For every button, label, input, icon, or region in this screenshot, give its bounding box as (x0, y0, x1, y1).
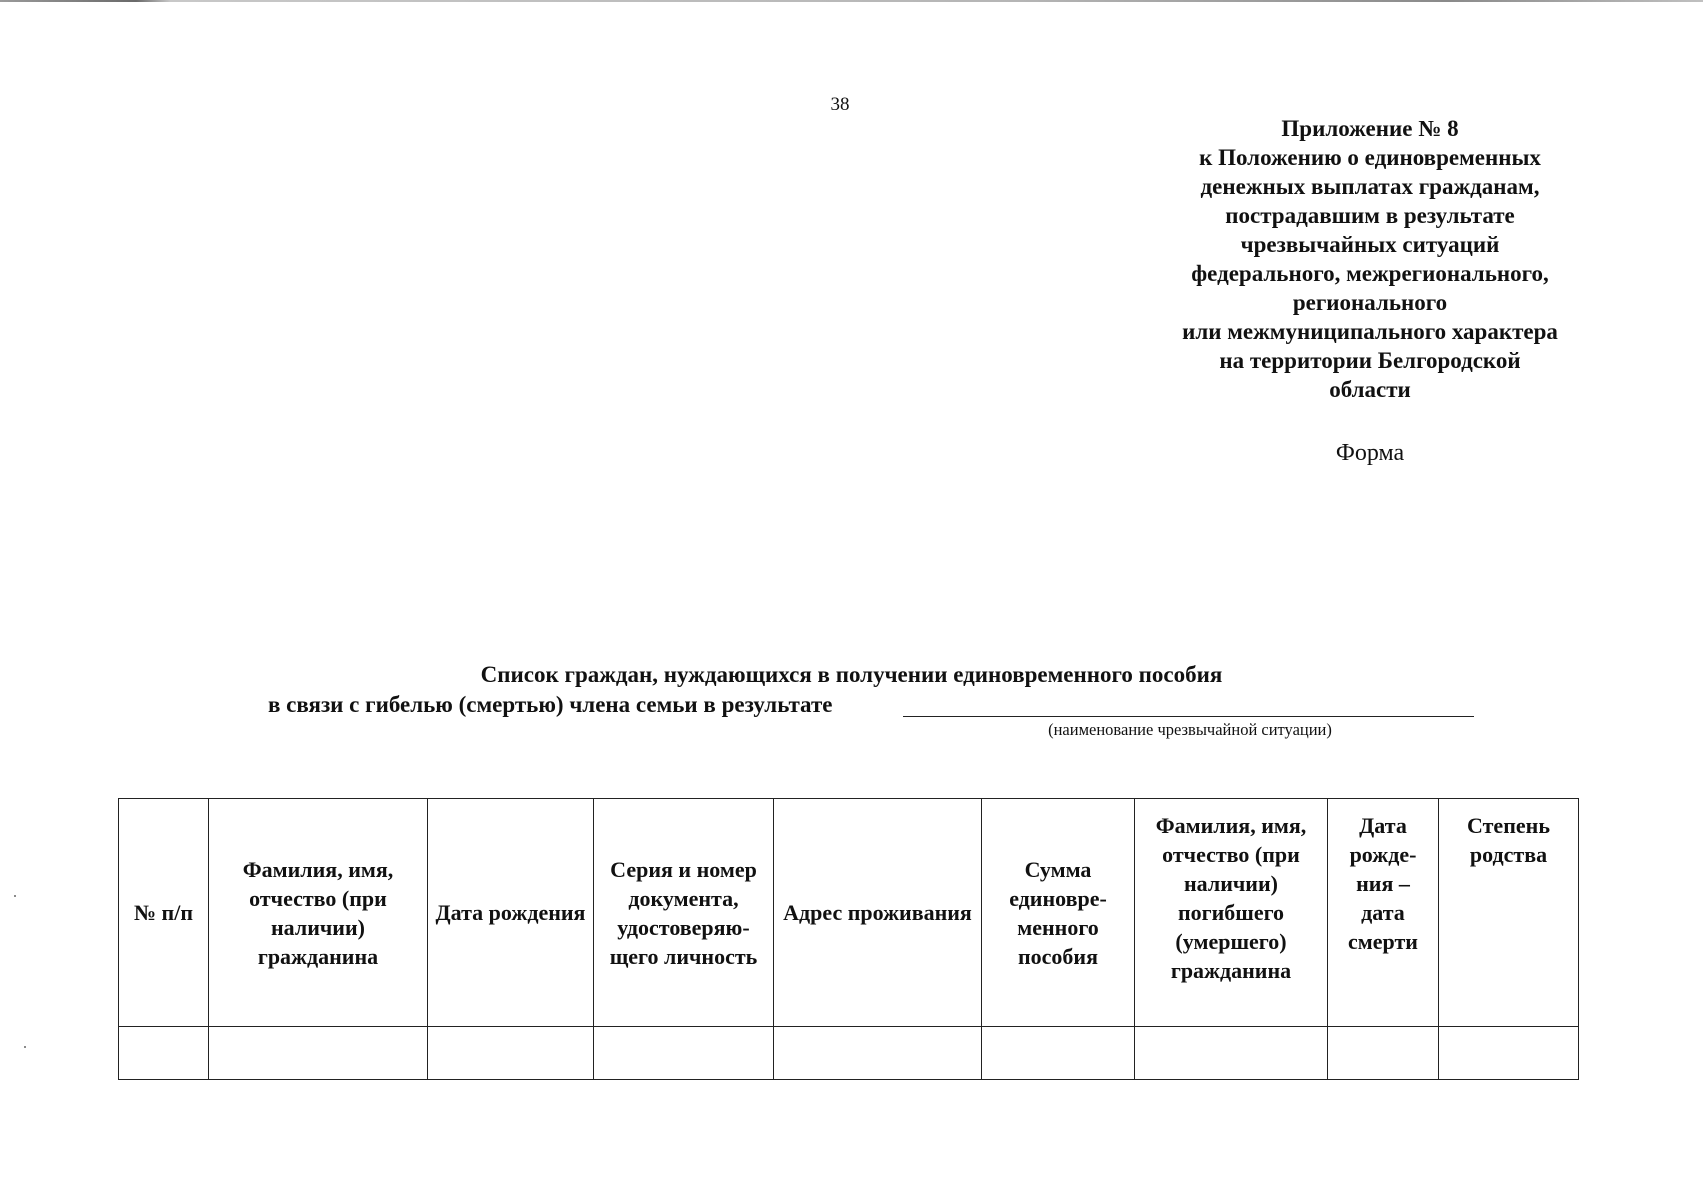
table-header-row (119, 799, 1579, 1027)
table-row (119, 1027, 1579, 1080)
list-title-line-1: Список граждан, нуждающихся в получении единовременного пособия (480, 662, 1223, 687)
appendix-line: или межмуниципального характера (1182, 319, 1558, 344)
appendix-heading (1140, 114, 1600, 404)
scan-edge (0, 0, 1703, 2)
emergency-name-blank[interactable] (903, 716, 1474, 717)
form-label: Форма (1335, 440, 1405, 466)
table-cell[interactable] (428, 1027, 594, 1080)
appendix-line: денежных выплатах гражданам, (1200, 174, 1540, 199)
table-cell[interactable] (982, 1027, 1135, 1080)
table-cell[interactable] (774, 1027, 982, 1080)
table-cell[interactable] (1135, 1027, 1328, 1080)
table-cell[interactable] (209, 1027, 428, 1080)
table-cell[interactable] (1439, 1027, 1579, 1080)
appendix-line: пострадавшим в результате (1225, 203, 1515, 228)
header-number: № п/п (119, 799, 209, 1027)
appendix-line: чрезвычайных ситуаций (1240, 232, 1500, 257)
citizens-list-table (118, 798, 1579, 1080)
table-cell[interactable] (594, 1027, 774, 1080)
appendix-line: области (1329, 377, 1411, 402)
table-cell[interactable] (1328, 1027, 1439, 1080)
scan-speck (14, 895, 16, 897)
appendix-line: к Положению о единовременных (1199, 145, 1541, 170)
appendix-line: регионального (1292, 290, 1448, 315)
header-identity-document: Серия и номер документа, удостоверяю-щего личность (594, 799, 774, 1027)
table-cell[interactable] (119, 1027, 209, 1080)
header-relationship: Степень родства (1439, 799, 1579, 1027)
header-birth-date: Дата рождения (428, 799, 594, 1027)
emergency-name-caption: (наименование чрезвычайной ситуации) (1048, 720, 1332, 739)
header-address: Адрес проживания (774, 799, 982, 1027)
page-number: 38 (830, 94, 850, 115)
appendix-line: федерального, межрегионального, (1191, 261, 1549, 286)
list-title-line-2: в связи с гибелью (смертью) члена семьи в результате (268, 692, 833, 717)
appendix-line: на территории Белгородской (1219, 348, 1521, 373)
header-deceased-name: Фамилия, имя, отчество (при наличии) погибшего (умершего) гражданина (1135, 799, 1328, 1027)
header-benefit-amount: Сумма единовре-менного пособия (982, 799, 1135, 1027)
header-citizen-name: Фамилия, имя, отчество (при наличии) гражданина (209, 799, 428, 1027)
appendix-line: Приложение № 8 (1281, 116, 1459, 141)
scan-speck (24, 1046, 26, 1048)
header-birth-death-dates: Дата рожде-ния – дата смерти (1328, 799, 1439, 1027)
